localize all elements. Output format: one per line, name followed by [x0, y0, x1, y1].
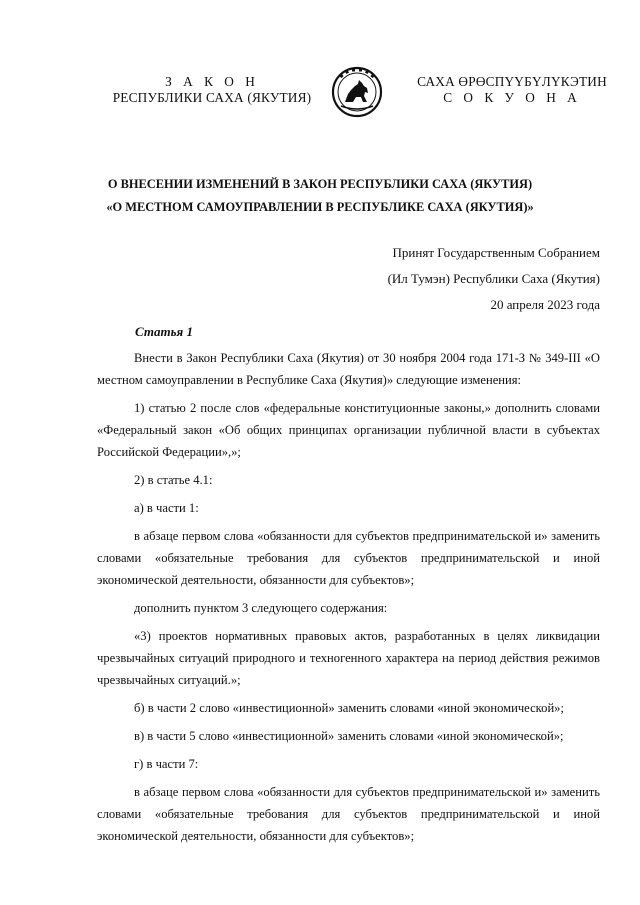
article-heading: Статья 1: [135, 324, 193, 339]
paragraph: в абзаце первом слова «обязанности для субъектов предпринимательской и» заменить словами «обязательные требования для субъектов предпринимательской и иной экономической деятельности, обязанности для субъектов»;: [97, 529, 600, 587]
header-right: [410, 74, 614, 106]
paragraph: б) в части 2 слово «инвестиционной» заменить словами «иной экономической»;: [134, 701, 564, 715]
adopted-line1: Принят Государственным Собранием: [392, 245, 600, 260]
header-left-line1: З А К О Н: [165, 74, 259, 89]
paragraph: дополнить пунктом 3 следующего содержания:: [134, 601, 388, 615]
paragraph: г) в части 7:: [134, 757, 199, 771]
title-line2: «О МЕСТНОМ САМОУПРАВЛЕНИИ В РЕСПУБЛИКЕ САХА (ЯКУТИЯ)»: [106, 200, 534, 214]
header-left: [112, 74, 312, 106]
paragraph: 1) статью 2 после слов «федеральные конституционные законы,» дополнить словами «Федеральный закон «Об общих принципах организации публичной власти в субъектах Российской Федерации»,»;: [97, 401, 600, 459]
paragraph: в) в части 5 слово «инвестиционной» заменить словами «иной экономической»;: [134, 729, 564, 743]
adoption-block: [300, 240, 600, 318]
paragraph: Внести в Закон Республики Саха (Якутия) от 30 ноября 2004 года 171-З № 349-III «О местном самоуправлении в Республике Саха (Якутия)» следующие изменения:: [97, 351, 600, 387]
header-left-line2: РЕСПУБЛИКИ САХА (ЯКУТИЯ): [112, 90, 312, 105]
header-right-line1: САХА ӨРӨСПҮҮБҮЛҮКЭТИН: [417, 74, 607, 89]
paragraph: «3) проектов нормативных правовых актов, разработанных в целях ликвидации чрезвычайных ситуаций природного и техногенного характера на период действия режимов чрезвычайных ситуаций.»;: [97, 629, 600, 687]
paragraph: а) в части 1:: [134, 501, 199, 515]
header-right-line2: С О К У О Н А: [443, 90, 581, 105]
document-title: [40, 173, 600, 219]
republic-emblem-icon: [331, 66, 383, 118]
paragraph: в абзаце первом слова «обязанности для субъектов предпринимательской и» заменить словами «обязательные требования для субъектов предпринимательской и иной экономической деятельности, обязанности для субъектов»;: [97, 785, 600, 843]
article-body: [97, 347, 600, 847]
adopted-date: 20 апреля 2023 года: [490, 297, 600, 312]
paragraph: 2) в статье 4.1:: [134, 473, 213, 487]
adopted-line2: (Ил Тумэн) Республики Саха (Якутия): [387, 271, 600, 286]
title-line1: О ВНЕСЕНИИ ИЗМЕНЕНИЙ В ЗАКОН РЕСПУБЛИКИ САХА (ЯКУТИЯ): [107, 177, 533, 191]
